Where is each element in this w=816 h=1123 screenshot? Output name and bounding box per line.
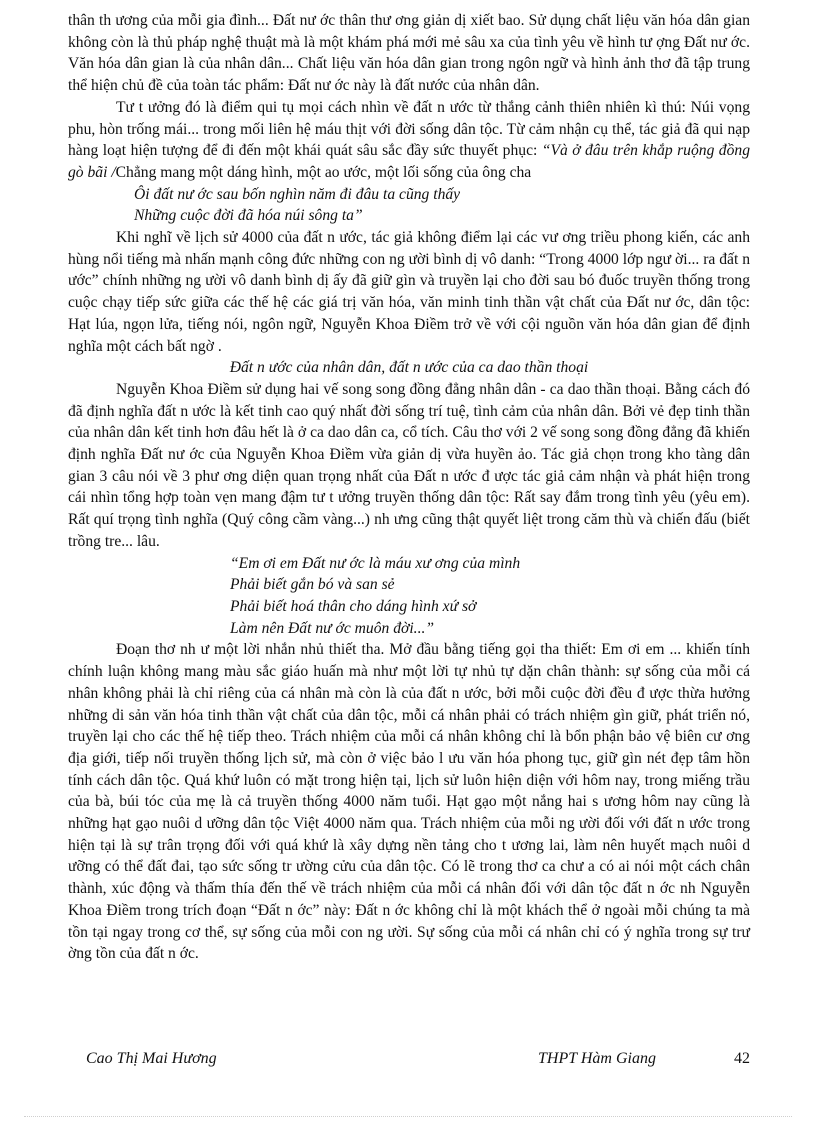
document-body	[68, 10, 750, 965]
paragraph-4: Nguyễn Khoa Điềm sử dụng hai vế song song đồng đẳng nhân dân - ca dao thần thoại. Bằng cách đó đã định nghĩa đất n ước là kết tinh cao quý nhất đời sống trí tuệ, tình cảm của nhân dân. Bởi vẻ đẹp tinh thần của nhân dân kết tinh hơn đâu hết là ở ca dao dân ca, cổ tích. Câu thơ với 2 vế song song đồng đẳng đã khiến định nghĩa Đất nư ớc của Nguyễn Khoa Điềm vừa giản dị vừa huyền ảo. Tác giả chọn trong kho tàng dân gian 3 câu nói về 3 phư ơng diện quan trọng nhất của Đất n ước đ ược tác giả cảm nhận và phát hiện trong cái nhìn tổng hợp toàn vẹn mang đậm tư t ưởng truyền thống dân tộc: Rất say đắm trong tình yêu (yêu em). Rất quí trọng tình nghĩa (Quý công cầm vàng...) nh ưng cũng thật quyết liệt trong căm thù và chiến đấu (biết trồng tre... lâu.	[68, 380, 750, 550]
poem-1-line-2: Những cuộc đời đã hóa núi sông ta”	[134, 207, 363, 225]
paragraph-1: thân th ương của mỗi gia đình... Đất nư ớc thân thư ơng giản dị xiết bao. Sử dụng chất liệu văn hóa dân gian không còn là thủ pháp nghệ thuật mà là một khám phá mới mẻ sâu xa của tình yêu về hình tư ợng Đất nư ớc. Văn hóa dân gian là của nhân dân... Chất liệu văn hóa dân gian trong ngôn ngữ và hình ảnh thơ đã tập trung thể hiện chủ đề của toàn tác phẩm: Đất nư ớc này là đất nước của nhân dân.	[68, 12, 750, 95]
paragraph-3: Khi nghĩ về lịch sử 4000 của đất n ước, tác giả không điểm lại các vư ơng triều phong kiến, các anh hùng nổi tiếng mà nhấn mạnh công đức những con ng ười bình dị vô danh: “Trong 4000 lớp ngư ời... ra đất n ước” chính những ng ười vô danh bình dị ấy đã giữ gìn và truyền lại cho đời sau bó đuốc truyền thống trong cuộc chạy tiếp sức giữa các thế hệ các giá trị văn hóa, văn minh tinh thần vật chất của Đất nư ớc, dân tộc: Hạt lúa, ngọn lửa, tiếng nói, ngôn ngữ, Nguyễn Khoa Điềm trở về với cội nguồn văn hóa dân gian để định nghĩa một cách bất ngờ .	[68, 229, 750, 355]
poem-2-line-4: Làm nên Đất nư ớc muôn đời...”	[230, 619, 435, 637]
poem-2-line-3: Phải biết hoá thân cho dáng hình xứ sở	[230, 597, 477, 615]
poem-2-line-2: Phải biết gắn bó và san sẻ	[230, 576, 395, 594]
footer-school: THPT Hàm Giang	[538, 1050, 656, 1067]
paragraph-2-inline-quote: “Và ở đâu trên khắp ruộng đồng gò bãi /	[68, 142, 750, 181]
paragraph-2-text: Tư t ưởng đó là điểm qui tụ mọi cách nhìn về đất n ước từ thắng cảnh thiên nhiên kì thú: Núi vọng phu, hòn trống mái... trong mối liên hệ máu thịt với đời sống dân tộc. Từ cảm nhận cụ thể, tác giả đã qui nạp hàng loạt hiện tượng để đi đến một khái quát sâu sắc đầy sức thuyết phục:	[68, 98, 750, 160]
footer-author: Cao Thị Mai Hương	[86, 1050, 217, 1067]
footer-page-number: 42	[734, 1050, 750, 1067]
poem-1-line-1: Ôi đất nư ớc sau bốn nghìn năm đi đâu ta cũng thấy	[134, 185, 461, 203]
paragraph-2-tail: Chẳng mang một dáng hình, một ao ước, một lối sống của ông cha	[115, 163, 532, 181]
paragraph-5: Đoạn thơ nh ư một lời nhắn nhủ thiết tha. Mở đầu bằng tiếng gọi tha thiết: Em ơi em ... khiến tính chính luận không mang màu sắc giáo huấn mà như một lời tự nhủ tự dặn chân thành: sự sống của mỗi cá nhân không phải là chỉ riêng của cá nhân mà còn là của đất n ước, bởi mỗi cuộc đời đều đ ược thừa hưởng những di sản văn hóa tinh thần vật chất của dân tộc, mỗi cá nhân phải có trách nhiệm gìn giữ, phát triển nó, truyền lại cho các thế hệ tiếp theo. Trách nhiệm của mỗi cá nhân không chỉ là bổn phận bảo vệ biên cư ơng địa giới, tiếp nối truyền thống lịch sử, mà còn ở việc bảo l ưu văn hóa phong tục, giữ gìn nét đẹp tâm hồn tính cách dân tộc. Quá khứ luôn có mặt trong hiện tại, lịch sử luôn hiện diện với hôm nay, trong miếng trầu của bà, búi tóc của mẹ là cả truyền thống 4000 năm tuổi. Hạt gạo một nắng hai s ương hôm nay cũng là những hạt gạo nuôi d ưỡng dân tộc Việt 4000 năm qua. Trách nhiệm của mỗi ng ười đối với đất n ước trong hiện tại là sự trân trọng đối với quá khứ là xây dựng nền tảng cho t ương lai, làm nên huyết mạch nuôi d ưỡng có thể đất đai, tạo sức sống tr ường cửu của dân tộc. Có lẽ trong thơ ca chư a có ai nói một cách chân thành, xúc động và thấm thía đến thế về trách nhiệm của mỗi cá nhân đối với dân tộc đất n ớc nh Nguyễn Khoa Điềm trong trích đoạn “Đất n ớc” này: Đất n ớc không chỉ là một khách thể ở ngoài mỗi chúng ta mà tồn tại ngay trong cơ thể, sự sống của mỗi con ng ười. Sự sống của mỗi cá nhân chỉ có ý nghĩa trong sự trư ờng tồn của đất n ớc.	[68, 641, 750, 963]
poem-2-line-1: “Em ơi em Đất nư ớc là máu xư ơng của mình	[230, 554, 521, 572]
page-bottom-divider	[24, 1116, 792, 1117]
paragraph-2	[68, 97, 750, 184]
section-heading: Đất n ước của nhân dân, đất n ước của ca dao thần thoại	[229, 359, 589, 377]
